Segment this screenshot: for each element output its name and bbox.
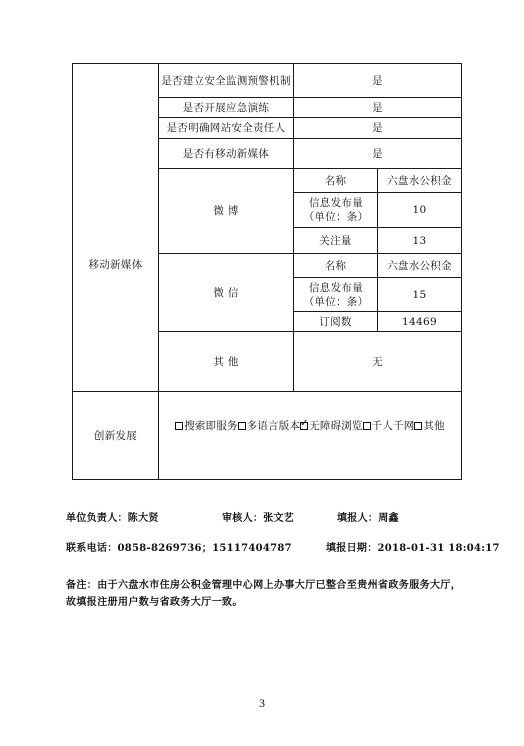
- wechat-posts-label: 信息发布量（单位：条）: [303, 281, 369, 308]
- mobile-media-section-label: 移动新媒体: [88, 259, 143, 271]
- innovation-option[interactable]: 多语言版本: [238, 419, 301, 433]
- drill-label: 是否开展应急演练: [182, 101, 270, 114]
- weibo-label: 微 博: [213, 205, 239, 217]
- page-number: 3: [259, 696, 265, 710]
- reviewer: 审核人：张文艺: [222, 513, 295, 524]
- wechat-subs-label: 订阅数: [319, 315, 352, 328]
- monitoring-label: 是否建立安全监测预警机制: [161, 74, 291, 87]
- has-mobile-media-label: 是否有移动新媒体: [182, 147, 270, 160]
- table-border-bottom: [72, 479, 462, 480]
- responsible-value: 是: [372, 122, 383, 134]
- fill-date: 填报日期：2018-01-31 18:04:17: [326, 543, 500, 554]
- wechat-posts-value: 15: [412, 288, 427, 301]
- checkbox-icon[interactable]: [175, 422, 183, 430]
- weibo-posts-value: 10: [412, 204, 427, 216]
- innovation-option[interactable]: 千人千网: [363, 419, 415, 433]
- monitoring-value: 是: [372, 74, 383, 87]
- innovation-option[interactable]: 搜索即服务: [175, 419, 238, 433]
- contact-phone: 联系电话：0858-8269736；15117404787: [66, 543, 292, 554]
- checkbox-icon[interactable]: [238, 422, 246, 430]
- checkbox-icon[interactable]: [414, 422, 422, 430]
- checkbox-checked-icon[interactable]: [300, 422, 308, 430]
- innovation-label: 创新发展: [93, 429, 138, 442]
- other-media-value: 无: [372, 355, 383, 368]
- wechat-label: 微 信: [213, 286, 239, 299]
- table-border-right: [461, 63, 462, 480]
- has-mobile-media-value: 是: [372, 147, 383, 160]
- weibo-posts-label: 信息发布量（单位：条）: [303, 197, 369, 223]
- innovation-option[interactable]: 其他: [414, 419, 444, 433]
- filler: 填报人：周鑫: [337, 513, 399, 524]
- drill-value: 是: [372, 101, 383, 114]
- weibo-follow-value: 13: [412, 234, 427, 247]
- wechat-name-value: 六盘水公积金: [387, 259, 452, 272]
- innovation-option[interactable]: ✓ 无障碍浏览: [300, 419, 363, 433]
- weibo-follow-label: 关注量: [319, 234, 352, 247]
- responsible-label: 是否明确网站安全责任人: [166, 122, 286, 134]
- weibo-name-value: 六盘水公积金: [387, 174, 452, 187]
- checkbox-icon[interactable]: [363, 422, 371, 430]
- unit-head: 单位负责人：陈大贤: [66, 513, 159, 524]
- remark-note: 备注：由于六盘水市住房公积金管理中心网上办事大厅已整合至贵州省政务服务大厅，故填报注册用户数与省政务大厅一致。: [66, 580, 462, 608]
- wechat-subs-value: 14469: [402, 315, 437, 328]
- other-media-label: 其 他: [213, 355, 239, 368]
- innovation-options: [159, 392, 461, 460]
- wechat-name-label: 名称: [324, 259, 347, 272]
- weibo-name-label: 名称: [324, 174, 347, 187]
